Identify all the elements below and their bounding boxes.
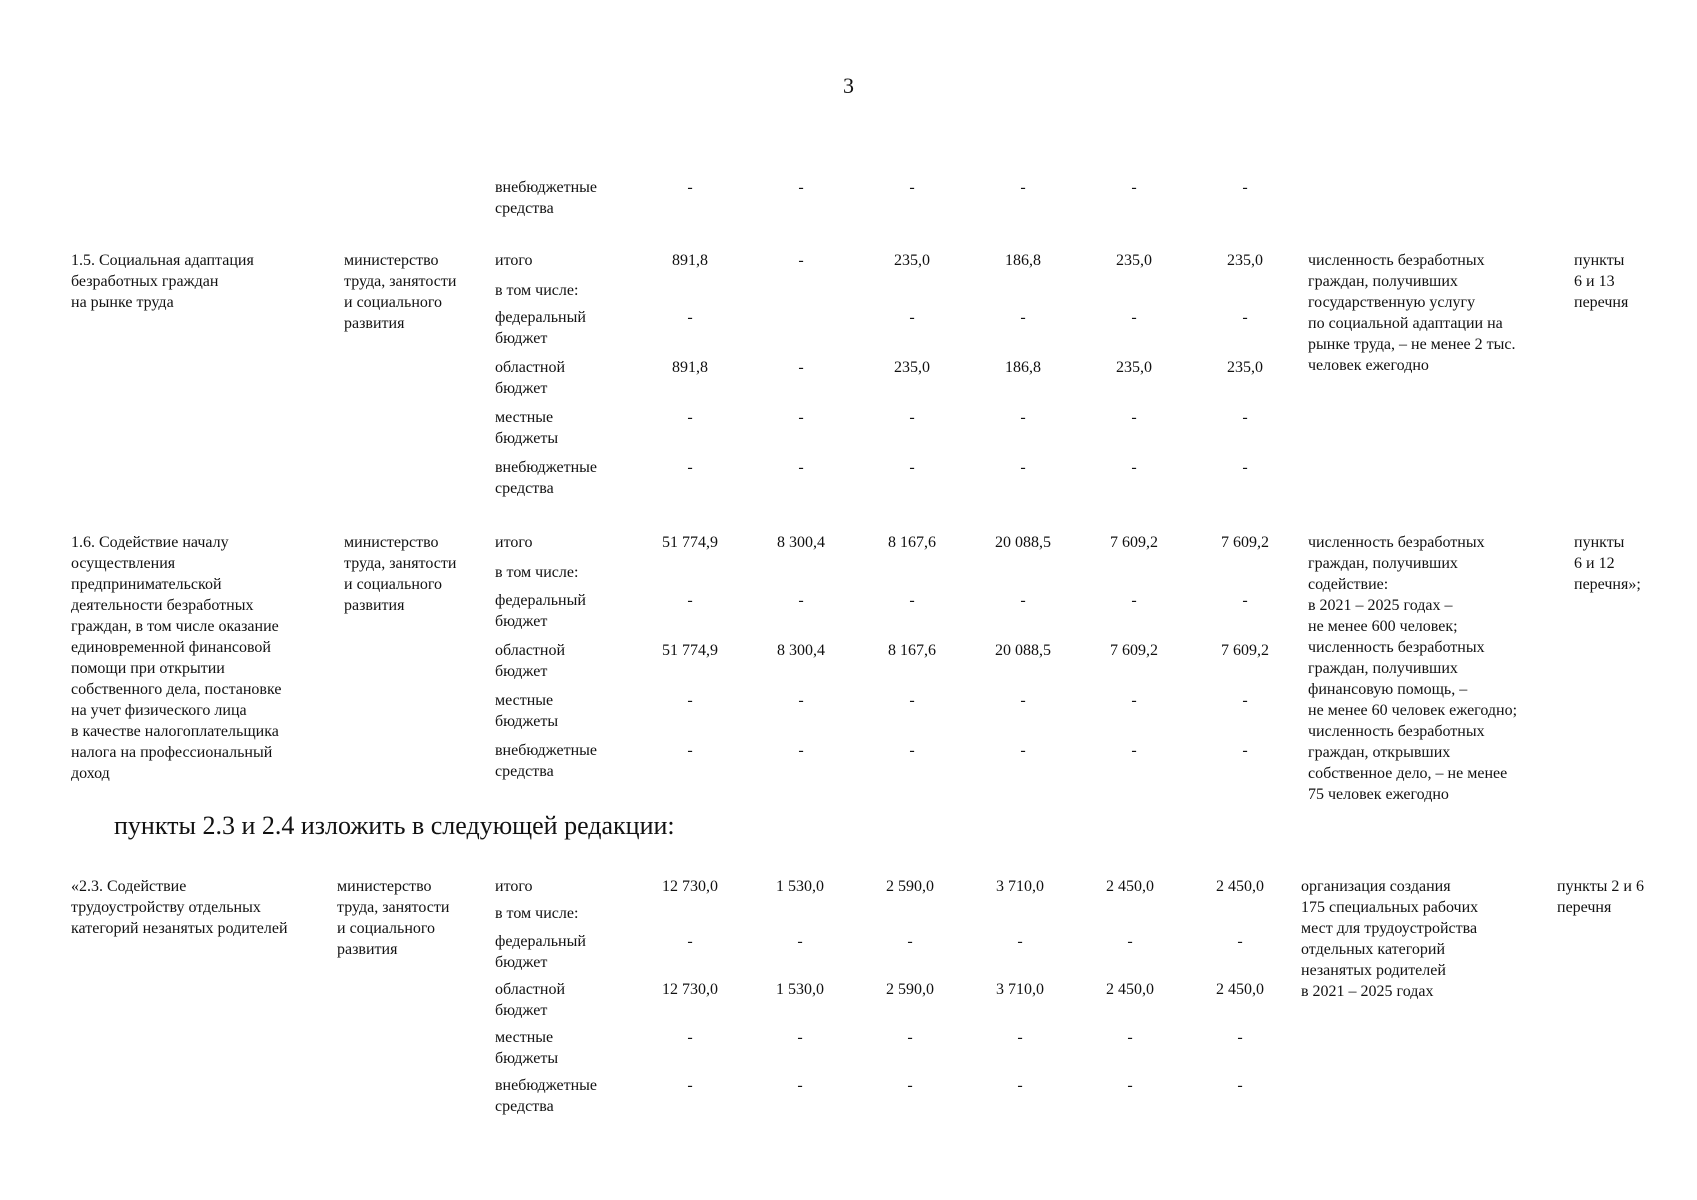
executor: труда, занятости <box>337 899 450 916</box>
row-label: бюджет <box>495 663 548 680</box>
value-cell: - <box>909 459 915 476</box>
expected-result: в 2021 – 2025 годах <box>1301 983 1434 1000</box>
reference: 6 и 12 <box>1574 555 1615 572</box>
value-cell: - <box>1020 179 1026 196</box>
value-cell: 2 590,0 <box>886 981 934 998</box>
measure-title: «2.3. Содействие <box>71 878 187 895</box>
row-label: бюджет <box>495 330 548 347</box>
measure-title: безработных граждан <box>71 273 219 290</box>
measure-title: собственного дела, постановке <box>71 681 282 698</box>
value-cell: - <box>798 742 804 759</box>
value-cell: - <box>797 1029 803 1046</box>
value-cell: - <box>1017 1029 1023 1046</box>
expected-result: граждан, открывших <box>1308 744 1451 761</box>
value-cell: - <box>907 1029 913 1046</box>
executor: труда, занятости <box>344 555 457 572</box>
measure-title: категорий незанятых родителей <box>71 920 288 937</box>
row-label: бюджет <box>495 1002 548 1019</box>
value-cell: 1 530,0 <box>776 878 824 895</box>
value-cell: - <box>909 692 915 709</box>
value-cell: - <box>1020 409 1026 426</box>
measure-title: на рынке труда <box>71 294 174 311</box>
value-cell: - <box>798 592 804 609</box>
reference: пункты 2 и 6 <box>1557 878 1644 895</box>
executor: развития <box>344 597 405 614</box>
reference: перечня <box>1574 294 1629 311</box>
reference: 6 и 13 <box>1574 273 1615 290</box>
row-label: в том числе: <box>495 282 579 299</box>
value-cell: 235,0 <box>1227 252 1263 269</box>
row-label: внебюджетные <box>495 1077 597 1094</box>
value-cell: - <box>687 1077 693 1094</box>
row-label: итого <box>495 252 533 269</box>
value-cell: 12 730,0 <box>662 878 718 895</box>
expected-result: рынке труда, – не менее 2 тыс. <box>1308 336 1516 353</box>
value-cell: - <box>798 409 804 426</box>
value-cell: - <box>1017 1077 1023 1094</box>
row-label: федеральный <box>495 933 586 950</box>
expected-result: незанятых родителей <box>1301 962 1446 979</box>
value-cell: - <box>1237 933 1243 950</box>
executor: и социального <box>337 920 436 937</box>
executor: министерство <box>344 252 439 269</box>
measure-title: граждан, в том числе оказание <box>71 618 279 635</box>
value-cell: - <box>1237 1077 1243 1094</box>
value-cell: - <box>1242 742 1248 759</box>
row-label: средства <box>495 1098 554 1115</box>
value-cell: - <box>1131 742 1137 759</box>
value-cell: 2 450,0 <box>1106 878 1154 895</box>
value-cell: - <box>1131 692 1137 709</box>
expected-result: отдельных категорий <box>1301 941 1446 958</box>
value-cell: - <box>909 409 915 426</box>
value-cell: 235,0 <box>1227 359 1263 376</box>
value-cell: - <box>798 692 804 709</box>
instruction-text: пункты 2.3 и 2.4 изложить в следующей редакции: <box>114 811 675 840</box>
value-cell: - <box>907 1077 913 1094</box>
value-cell: - <box>1020 459 1026 476</box>
row-label: внебюджетные <box>495 459 597 476</box>
measure-title: трудоустройству отдельных <box>71 899 261 916</box>
expected-result: организация создания <box>1301 878 1451 895</box>
page-number: 3 <box>843 73 854 98</box>
expected-result: финансовую помощь, – <box>1308 681 1468 698</box>
expected-result: человек ежегодно <box>1308 357 1429 374</box>
value-cell: 7 609,2 <box>1221 642 1269 659</box>
value-cell: - <box>1242 459 1248 476</box>
value-cell: 20 088,5 <box>995 534 1051 551</box>
row-label: бюджет <box>495 380 548 397</box>
value-cell: 891,8 <box>672 359 708 376</box>
value-cell: - <box>687 309 693 326</box>
value-cell: 8 300,4 <box>777 642 825 659</box>
measure-title: помощи при открытии <box>71 660 225 677</box>
measure-title: деятельности безработных <box>71 597 254 614</box>
row-label: бюджет <box>495 613 548 630</box>
value-cell: - <box>1242 409 1248 426</box>
value-cell: - <box>1020 309 1026 326</box>
value-cell: - <box>909 309 915 326</box>
row-label: областной <box>495 642 566 659</box>
value-cell: - <box>1237 1029 1243 1046</box>
expected-result: граждан, получивших <box>1308 660 1458 677</box>
value-cell: - <box>687 179 693 196</box>
row-label: федеральный <box>495 592 586 609</box>
row-label: областной <box>495 981 566 998</box>
value-cell: 3 710,0 <box>996 981 1044 998</box>
row-label: средства <box>495 200 554 217</box>
measure-title: 1.6. Содействие началу <box>71 534 229 551</box>
value-cell: 8 300,4 <box>777 534 825 551</box>
value-cell: 20 088,5 <box>995 642 1051 659</box>
row-label: итого <box>495 878 533 895</box>
row-label: бюджеты <box>495 1050 559 1067</box>
expected-result: в 2021 – 2025 годах – <box>1308 597 1453 614</box>
value-cell: - <box>1242 309 1248 326</box>
value-cell: 186,8 <box>1005 359 1041 376</box>
value-cell: - <box>798 179 804 196</box>
value-cell: - <box>797 1077 803 1094</box>
measure-title: на учет физического лица <box>71 702 247 719</box>
value-cell: - <box>687 459 693 476</box>
expected-result: граждан, получивших <box>1308 273 1458 290</box>
expected-result: 175 специальных рабочих <box>1301 899 1479 916</box>
value-cell: 235,0 <box>894 359 930 376</box>
row-label: внебюджетные <box>495 179 597 196</box>
executor: труда, занятости <box>344 273 457 290</box>
value-cell: - <box>798 359 804 376</box>
row-label: местные <box>495 1029 554 1046</box>
expected-result: содействие: <box>1308 576 1389 593</box>
value-cell: - <box>909 179 915 196</box>
value-cell: - <box>1127 1077 1133 1094</box>
expected-result: численность безработных <box>1308 639 1485 656</box>
expected-result: государственную услугу <box>1308 294 1476 311</box>
value-cell: 235,0 <box>1116 359 1152 376</box>
row-label: местные <box>495 409 554 426</box>
row-label: бюджеты <box>495 430 559 447</box>
row-label: областной <box>495 359 566 376</box>
value-cell: - <box>687 742 693 759</box>
value-cell: - <box>687 1029 693 1046</box>
value-cell: - <box>1242 692 1248 709</box>
measure-title: доход <box>71 765 110 782</box>
value-cell: 2 450,0 <box>1106 981 1154 998</box>
value-cell: - <box>687 592 693 609</box>
value-cell: 7 609,2 <box>1110 534 1158 551</box>
value-cell: 51 774,9 <box>662 642 718 659</box>
reference: перечня <box>1557 899 1612 916</box>
value-cell: 235,0 <box>1116 252 1152 269</box>
row-label: средства <box>495 763 554 780</box>
row-label: итого <box>495 534 533 551</box>
executor: развития <box>337 941 398 958</box>
value-cell: 51 774,9 <box>662 534 718 551</box>
row-label: в том числе: <box>495 564 579 581</box>
value-cell: 12 730,0 <box>662 981 718 998</box>
measure-title: единовременной финансовой <box>71 639 271 656</box>
value-cell: 8 167,6 <box>888 642 936 659</box>
value-cell: - <box>1020 692 1026 709</box>
row-label: в том числе: <box>495 905 579 922</box>
value-cell: - <box>909 742 915 759</box>
expected-result: не менее 600 человек; <box>1308 618 1458 635</box>
measure-title: 1.5. Социальная адаптация <box>71 252 254 269</box>
value-cell: - <box>798 459 804 476</box>
reference: пункты <box>1574 534 1625 551</box>
row-label: местные <box>495 692 554 709</box>
expected-result: численность безработных <box>1308 252 1485 269</box>
value-cell: - <box>1242 592 1248 609</box>
value-cell: - <box>1127 1029 1133 1046</box>
value-cell: 2 590,0 <box>886 878 934 895</box>
expected-result: собственное дело, – не менее <box>1308 765 1508 782</box>
expected-result: численность безработных <box>1308 534 1485 551</box>
expected-result: численность безработных <box>1308 723 1485 740</box>
value-cell: - <box>1131 459 1137 476</box>
value-cell: 2 450,0 <box>1216 981 1264 998</box>
value-cell: 1 530,0 <box>776 981 824 998</box>
value-cell: - <box>798 252 804 269</box>
value-cell: - <box>687 409 693 426</box>
row-label: федеральный <box>495 309 586 326</box>
reference: пункты <box>1574 252 1625 269</box>
value-cell: - <box>1131 179 1137 196</box>
measure-title: предпринимательской <box>71 576 222 593</box>
value-cell: - <box>1131 592 1137 609</box>
value-cell: 8 167,6 <box>888 534 936 551</box>
value-cell: 235,0 <box>894 252 930 269</box>
expected-result: по социальной адаптации на <box>1308 315 1503 332</box>
expected-result: граждан, получивших <box>1308 555 1458 572</box>
measure-title: налога на профессиональный <box>71 744 273 761</box>
measure-title: в качестве налогоплательщика <box>71 723 279 740</box>
value-cell: - <box>1131 309 1137 326</box>
row-label: внебюджетные <box>495 742 597 759</box>
expected-result: не менее 60 человек ежегодно; <box>1308 702 1518 719</box>
value-cell: 7 609,2 <box>1221 534 1269 551</box>
value-cell: - <box>1020 592 1026 609</box>
value-cell: 3 710,0 <box>996 878 1044 895</box>
executor: министерство <box>344 534 439 551</box>
expected-result: мест для трудоустройства <box>1301 920 1478 937</box>
value-cell: - <box>907 933 913 950</box>
value-cell: - <box>1020 742 1026 759</box>
reference: перечня»; <box>1574 576 1641 593</box>
value-cell: - <box>687 933 693 950</box>
executor: министерство <box>337 878 432 895</box>
measure-title: осуществления <box>71 555 176 572</box>
value-cell: 891,8 <box>672 252 708 269</box>
value-cell: - <box>909 592 915 609</box>
row-label: средства <box>495 480 554 497</box>
value-cell: - <box>1127 933 1133 950</box>
executor: развития <box>344 315 405 332</box>
value-cell: 2 450,0 <box>1216 878 1264 895</box>
value-cell: - <box>797 933 803 950</box>
value-cell: - <box>1131 409 1137 426</box>
executor: и социального <box>344 576 443 593</box>
row-label: бюджет <box>495 954 548 971</box>
row-label: бюджеты <box>495 713 559 730</box>
value-cell: 7 609,2 <box>1110 642 1158 659</box>
value-cell: - <box>1242 179 1248 196</box>
executor: и социального <box>344 294 443 311</box>
value-cell: - <box>687 692 693 709</box>
expected-result: 75 человек ежегодно <box>1308 786 1449 803</box>
value-cell: - <box>1017 933 1023 950</box>
value-cell: 186,8 <box>1005 252 1041 269</box>
